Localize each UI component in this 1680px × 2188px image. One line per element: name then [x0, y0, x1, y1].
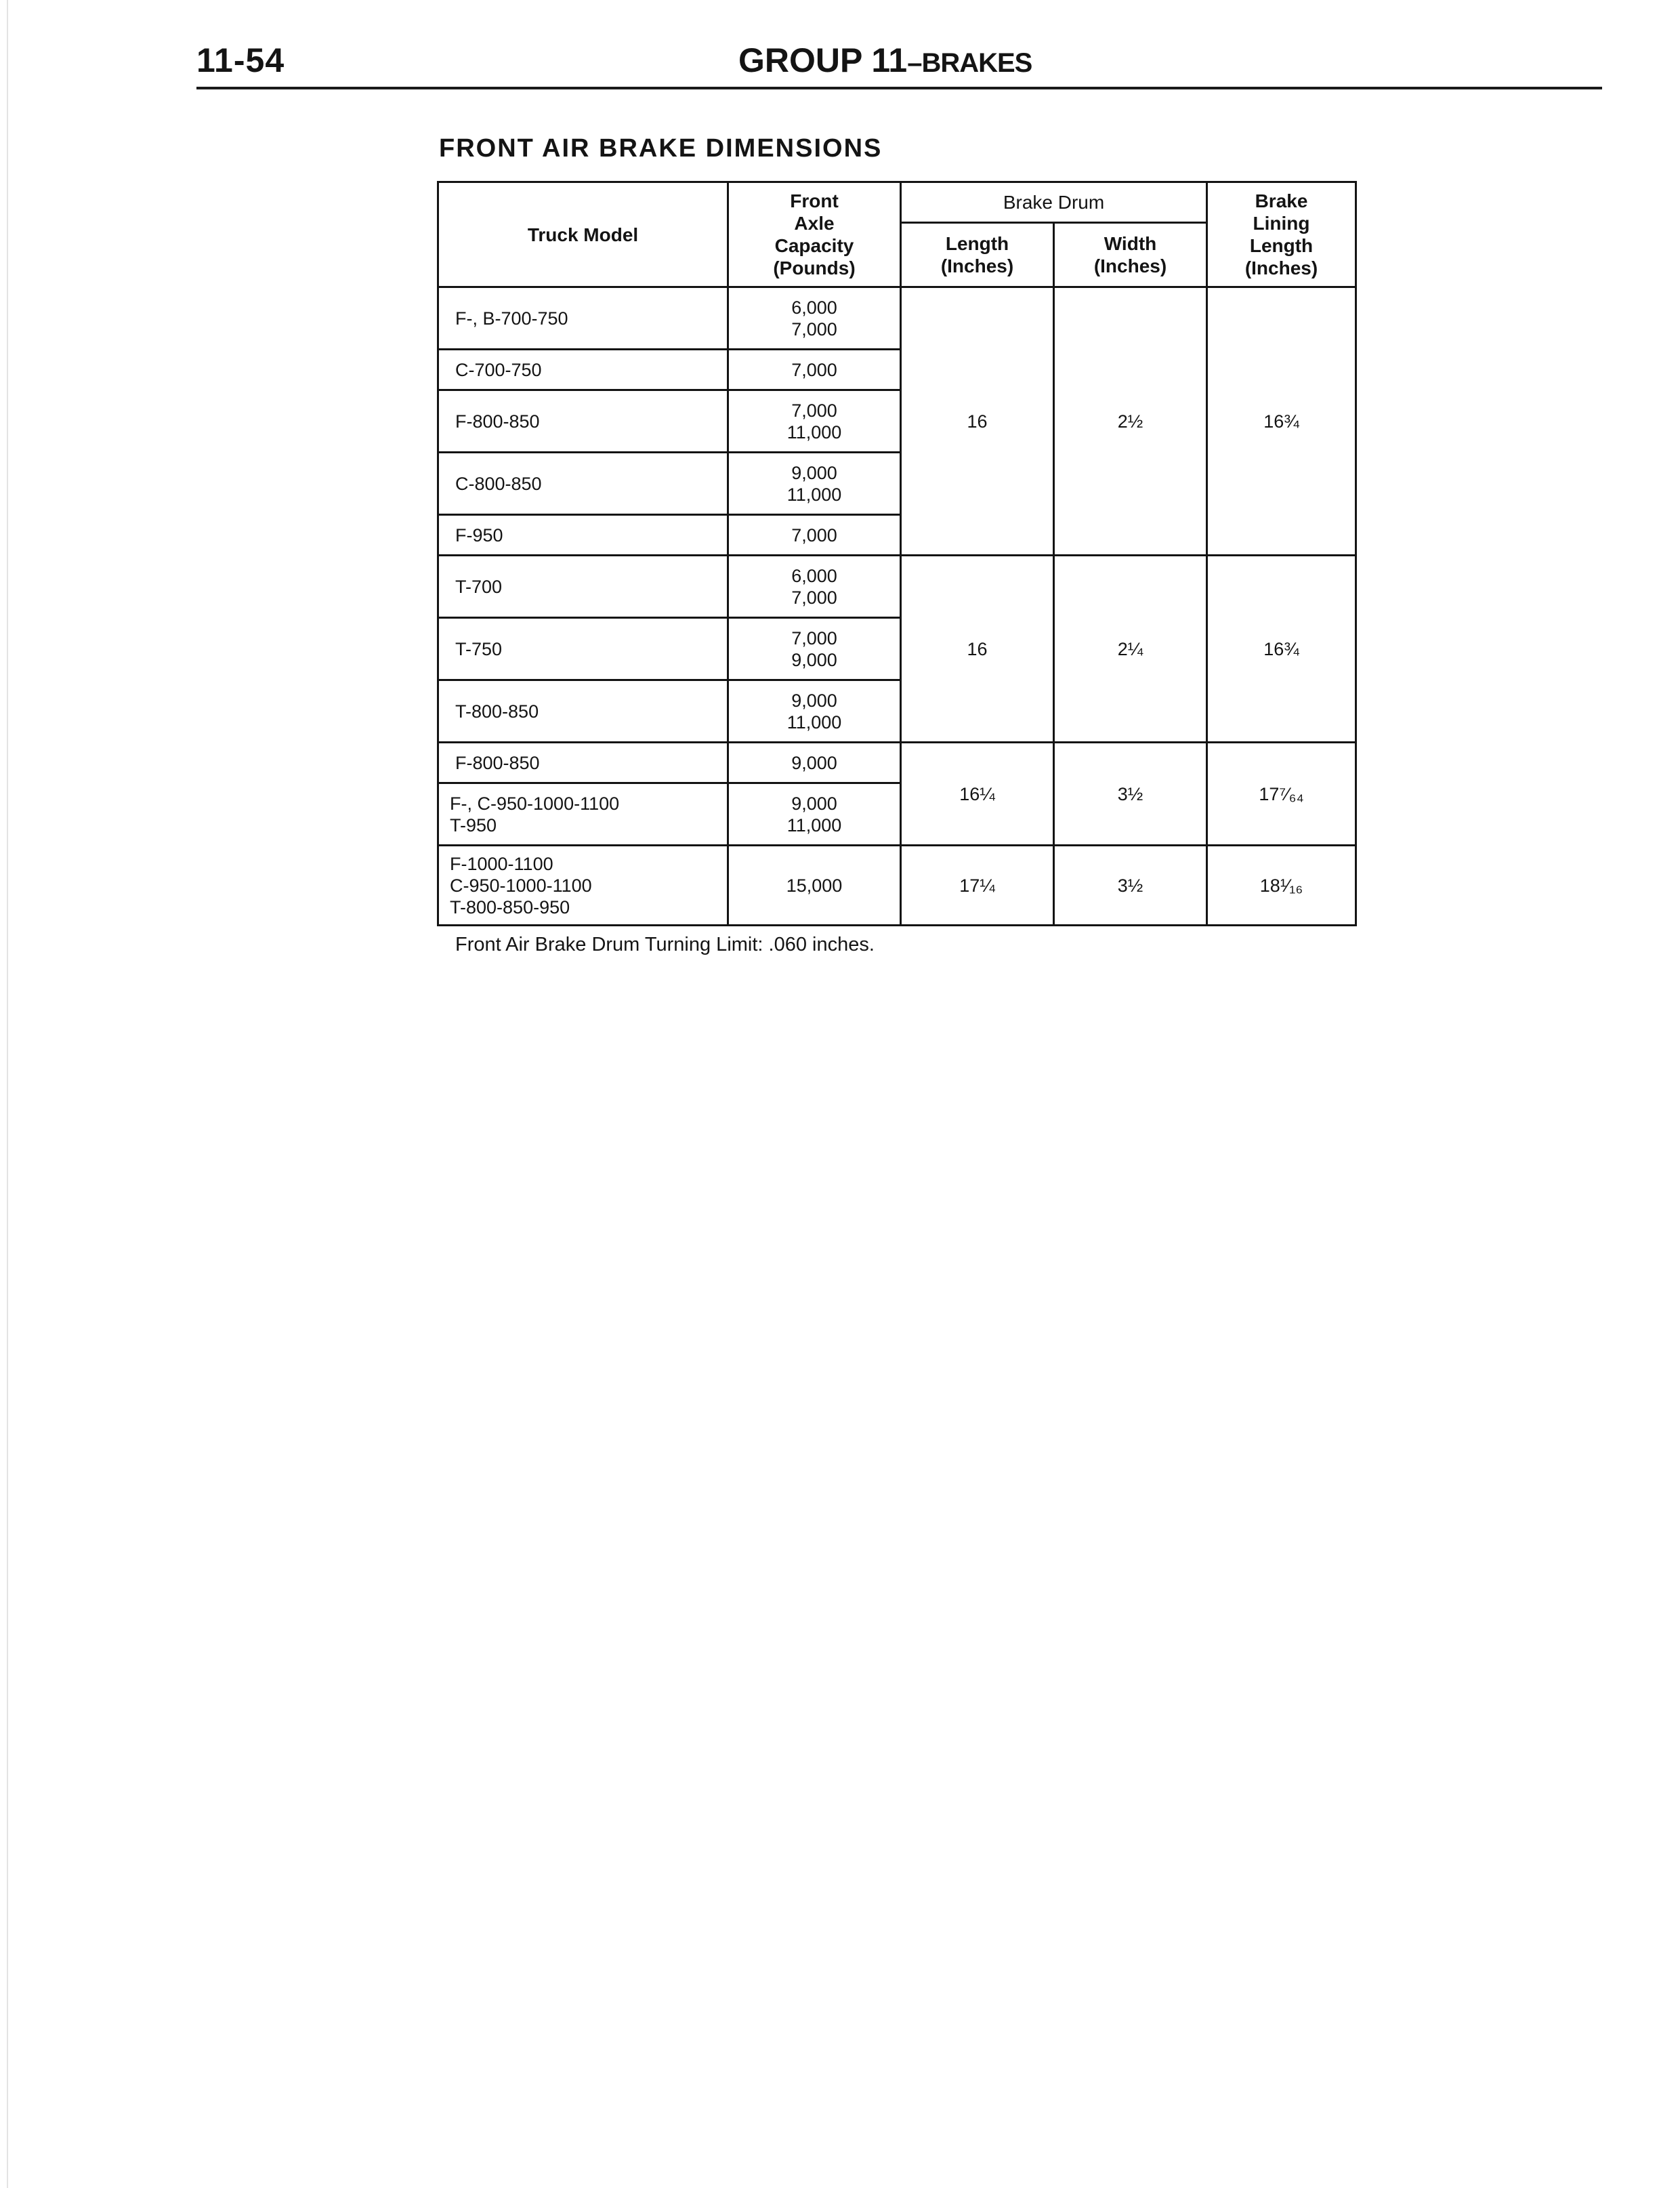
header-drum-width: Width (Inches)	[1054, 223, 1207, 287]
cell-lining-length: 16¾	[1207, 287, 1356, 556]
cell-drum-length: 16	[901, 287, 1054, 556]
cell-axle-capacity: 9,000	[728, 743, 901, 783]
table-row	[438, 846, 1356, 926]
cell-drum-width: 2½	[1054, 287, 1207, 556]
cell-truck-model: C-700-750	[438, 350, 728, 390]
group-title: GROUP 11	[738, 41, 908, 79]
cell-lining-length: 17⁷⁄₆₄	[1207, 743, 1356, 846]
header-lining-length: Brake Lining Length (Inches)	[1207, 182, 1356, 287]
cell-drum-length: 16¼	[901, 743, 1054, 846]
table-row	[438, 556, 1356, 618]
cell-axle-capacity: 7,000 11,000	[728, 390, 901, 453]
header-drum-length: Length (Inches)	[901, 223, 1054, 287]
cell-truck-model: T-750	[438, 618, 728, 680]
cell-truck-model: T-800-850	[438, 680, 728, 743]
cell-axle-capacity: 7,000 9,000	[728, 618, 901, 680]
table-row	[438, 287, 1356, 350]
table-body	[438, 287, 1356, 926]
cell-lining-length: 18¹⁄₁₆	[1207, 846, 1356, 926]
cell-axle-capacity: 9,000 11,000	[728, 783, 901, 846]
cell-axle-capacity: 9,000 11,000	[728, 453, 901, 515]
cell-truck-model: F-800-850	[438, 743, 728, 783]
cell-axle-capacity: 9,000 11,000	[728, 680, 901, 743]
header-dash: –	[907, 48, 922, 78]
header-row-1	[438, 182, 1356, 223]
section-title: FRONT AIR BRAKE DIMENSIONS	[439, 134, 883, 163]
front-air-brake-dimensions-table	[437, 181, 1357, 926]
cell-drum-width: 3½	[1054, 743, 1207, 846]
running-head	[738, 41, 1032, 80]
cell-lining-length: 16¾	[1207, 556, 1356, 743]
header-truck-model: Truck Model	[438, 182, 728, 287]
cell-truck-model: F-, B-700-750	[438, 287, 728, 350]
cell-drum-width: 3½	[1054, 846, 1207, 926]
cell-truck-model: F-950	[438, 515, 728, 556]
cell-axle-capacity: 15,000	[728, 846, 901, 926]
cell-truck-model: F-800-850	[438, 390, 728, 453]
page-number: 11-54	[196, 41, 285, 79]
cell-axle-capacity: 6,000 7,000	[728, 287, 901, 350]
table-row	[438, 743, 1356, 783]
header-brake-drum: Brake Drum	[901, 182, 1207, 223]
header-front-axle-capacity: Front Axle Capacity (Pounds)	[728, 182, 901, 287]
turning-limit-note: Front Air Brake Drum Turning Limit: .060 inches.	[455, 934, 875, 955]
table-header	[438, 182, 1356, 287]
page-edge-shadow	[7, 0, 8, 2188]
group-subtitle: BRAKES	[921, 48, 1032, 78]
header-rule	[196, 87, 1602, 89]
cell-drum-length: 17¼	[901, 846, 1054, 926]
cell-axle-capacity: 7,000	[728, 350, 901, 390]
cell-axle-capacity: 6,000 7,000	[728, 556, 901, 618]
cell-truck-model: F-, C-950-1000-1100 T-950	[438, 783, 728, 846]
cell-truck-model: T-700	[438, 556, 728, 618]
cell-truck-model: F-1000-1100 C-950-1000-1100 T-800-850-950	[438, 846, 728, 926]
cell-drum-width: 2¼	[1054, 556, 1207, 743]
cell-truck-model: C-800-850	[438, 453, 728, 515]
cell-drum-length: 16	[901, 556, 1054, 743]
cell-axle-capacity: 7,000	[728, 515, 901, 556]
